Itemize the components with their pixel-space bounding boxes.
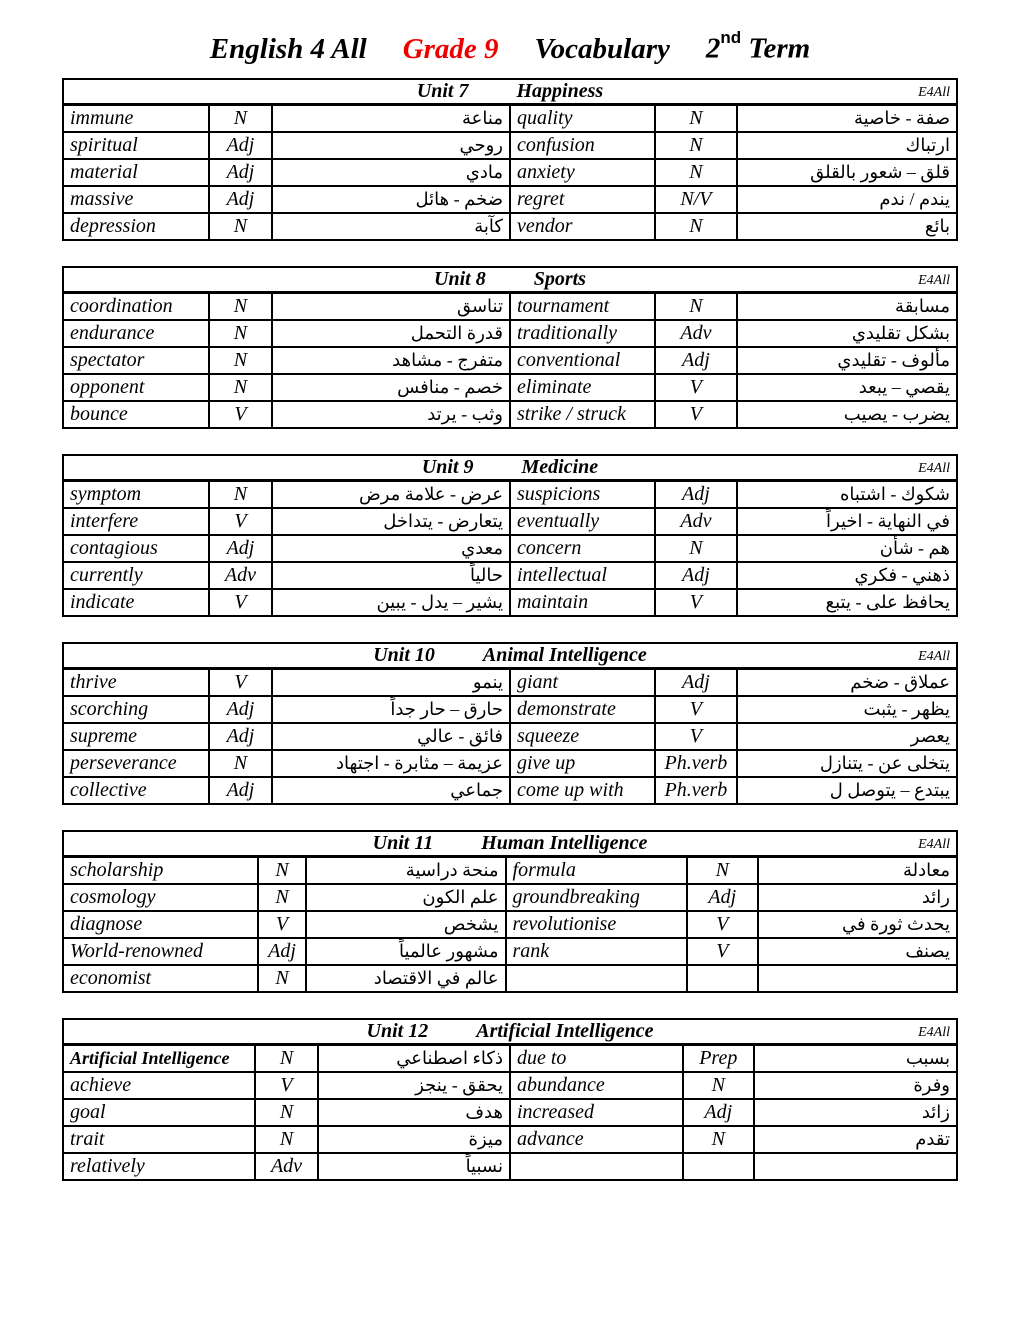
arabic-meaning-cell: يصنف bbox=[758, 938, 957, 965]
vocab-row bbox=[63, 965, 957, 992]
unit-8-table bbox=[62, 266, 958, 429]
term-label bbox=[705, 28, 811, 66]
english-word-cell: revolutionise bbox=[506, 911, 687, 938]
brand-title: English 4 All bbox=[209, 32, 367, 65]
arabic-meaning-cell: بسبب bbox=[754, 1044, 957, 1072]
arabic-meaning-cell: تقدم bbox=[754, 1126, 957, 1153]
part-of-speech-cell: N bbox=[687, 856, 758, 884]
english-word-cell: relatively bbox=[63, 1153, 255, 1180]
unit-topic: Medicine bbox=[521, 455, 599, 478]
arabic-meaning-cell bbox=[754, 1153, 957, 1180]
english-word-cell: symptom bbox=[63, 480, 209, 508]
unit-number: Unit 7 bbox=[416, 79, 469, 102]
english-word-cell: suspicions bbox=[510, 480, 655, 508]
part-of-speech-cell: Adv bbox=[209, 562, 272, 589]
english-word-cell: vendor bbox=[510, 213, 655, 240]
unit-7-header-row bbox=[63, 79, 957, 105]
part-of-speech-cell: V bbox=[258, 911, 306, 938]
term-number: 2 bbox=[705, 32, 721, 65]
vocab-row bbox=[63, 1072, 957, 1099]
english-word-cell: coordination bbox=[63, 292, 209, 320]
arabic-meaning-cell: في النهاية - اخيراً bbox=[737, 508, 957, 535]
part-of-speech-cell: N bbox=[655, 159, 737, 186]
subject-label: Vocabulary bbox=[534, 32, 670, 65]
arabic-meaning-cell: ارتباك bbox=[737, 132, 957, 159]
english-word-cell: demonstrate bbox=[510, 696, 655, 723]
part-of-speech-cell: N bbox=[209, 750, 272, 777]
english-word-cell: indicate bbox=[63, 589, 209, 616]
arabic-meaning-cell: وفرة bbox=[754, 1072, 957, 1099]
part-of-speech-cell: V bbox=[687, 938, 758, 965]
part-of-speech-cell bbox=[687, 965, 758, 992]
english-word-cell: goal bbox=[63, 1099, 255, 1126]
arabic-meaning-cell: فائق - عالي bbox=[272, 723, 510, 750]
english-word-cell: concern bbox=[510, 535, 655, 562]
english-word-cell: interfere bbox=[63, 508, 209, 535]
vocab-row bbox=[63, 292, 957, 320]
part-of-speech-cell: N bbox=[209, 320, 272, 347]
part-of-speech-cell: N bbox=[683, 1126, 755, 1153]
part-of-speech-cell: V bbox=[209, 668, 272, 696]
english-word-cell: advance bbox=[510, 1126, 683, 1153]
arabic-meaning-cell: حارق – حار جداً bbox=[272, 696, 510, 723]
english-word-cell: supreme bbox=[63, 723, 209, 750]
english-word-cell: regret bbox=[510, 186, 655, 213]
english-word-cell: economist bbox=[63, 965, 258, 992]
part-of-speech-cell: N bbox=[258, 856, 306, 884]
arabic-meaning-cell: معدي bbox=[272, 535, 510, 562]
e4all-watermark: E4All bbox=[918, 648, 950, 664]
unit-number: Unit 11 bbox=[372, 831, 434, 854]
arabic-meaning-cell: عزيمة – مثابرة - اجتهاد bbox=[272, 750, 510, 777]
arabic-meaning-cell: مألوف - تقليدي bbox=[737, 347, 957, 374]
part-of-speech-cell: Adj bbox=[687, 884, 758, 911]
english-word-cell: eliminate bbox=[510, 374, 655, 401]
arabic-meaning-cell: بائع bbox=[737, 213, 957, 240]
vocab-row bbox=[63, 1126, 957, 1153]
arabic-meaning-cell: بشكل تقليدي bbox=[737, 320, 957, 347]
vocab-row bbox=[63, 589, 957, 616]
part-of-speech-cell: Adj bbox=[209, 535, 272, 562]
part-of-speech-cell: Adj bbox=[209, 696, 272, 723]
arabic-meaning-cell: يبتدع – يتوصل ل bbox=[737, 777, 957, 804]
english-word-cell: squeeze bbox=[510, 723, 655, 750]
vocab-row bbox=[63, 562, 957, 589]
unit-number: Unit 10 bbox=[373, 643, 435, 666]
term-word: Term bbox=[748, 32, 811, 65]
part-of-speech-cell: N bbox=[209, 104, 272, 132]
english-word-cell: maintain bbox=[510, 589, 655, 616]
english-word-cell: achieve bbox=[63, 1072, 255, 1099]
part-of-speech-cell: V bbox=[209, 401, 272, 428]
english-word-cell: come up with bbox=[510, 777, 655, 804]
vocab-row bbox=[63, 1044, 957, 1072]
part-of-speech-cell: Ph.verb bbox=[655, 777, 737, 804]
english-word-cell: scholarship bbox=[63, 856, 258, 884]
vocab-row bbox=[63, 750, 957, 777]
vocab-row bbox=[63, 132, 957, 159]
arabic-meaning-cell: يحافظ على - يتبع bbox=[737, 589, 957, 616]
arabic-meaning-cell: عرض - علامة مرض bbox=[272, 480, 510, 508]
english-word-cell: cosmology bbox=[63, 884, 258, 911]
part-of-speech-cell: N bbox=[255, 1044, 318, 1072]
arabic-meaning-cell: ميزة bbox=[318, 1126, 510, 1153]
part-of-speech-cell: Adj bbox=[258, 938, 306, 965]
arabic-meaning-cell: جماعي bbox=[272, 777, 510, 804]
vocab-row bbox=[63, 911, 957, 938]
part-of-speech-cell: Adj bbox=[655, 347, 737, 374]
part-of-speech-cell: Adj bbox=[683, 1099, 755, 1126]
part-of-speech-cell: N bbox=[209, 213, 272, 240]
arabic-meaning-cell: يندم / ندم bbox=[737, 186, 957, 213]
english-word-cell: scorching bbox=[63, 696, 209, 723]
arabic-meaning-cell: ذهني - فكري bbox=[737, 562, 957, 589]
arabic-meaning-cell: منحة دراسية bbox=[306, 856, 505, 884]
part-of-speech-cell: N bbox=[655, 213, 737, 240]
vocab-row bbox=[63, 1099, 957, 1126]
vocab-row bbox=[63, 480, 957, 508]
part-of-speech-cell: Adv bbox=[655, 320, 737, 347]
english-word-cell: intellectual bbox=[510, 562, 655, 589]
english-word-cell: give up bbox=[510, 750, 655, 777]
english-word-cell: endurance bbox=[63, 320, 209, 347]
part-of-speech-cell: N bbox=[683, 1072, 755, 1099]
unit-8-header-row bbox=[63, 267, 957, 293]
part-of-speech-cell: V bbox=[209, 589, 272, 616]
part-of-speech-cell: V bbox=[655, 374, 737, 401]
vocab-row bbox=[63, 696, 957, 723]
e4all-watermark: E4All bbox=[918, 460, 950, 476]
part-of-speech-cell: Adj bbox=[209, 159, 272, 186]
arabic-meaning-cell: يحدث ثورة في bbox=[758, 911, 957, 938]
unit-12-header-row bbox=[63, 1019, 957, 1045]
part-of-speech-cell: Adv bbox=[255, 1153, 318, 1180]
arabic-meaning-cell: عملاق - ضخم bbox=[737, 668, 957, 696]
part-of-speech-cell: V bbox=[655, 723, 737, 750]
part-of-speech-cell: Adj bbox=[655, 668, 737, 696]
arabic-meaning-cell: يتخلى عن - يتنازل bbox=[737, 750, 957, 777]
arabic-meaning-cell: كآبة bbox=[272, 213, 510, 240]
part-of-speech-cell: N bbox=[209, 374, 272, 401]
part-of-speech-cell: N bbox=[209, 292, 272, 320]
vocab-row bbox=[63, 856, 957, 884]
vocab-row bbox=[63, 186, 957, 213]
arabic-meaning-cell: يظهر - يثبت bbox=[737, 696, 957, 723]
unit-topic: Human Intelligence bbox=[481, 831, 648, 854]
english-word-cell: traditionally bbox=[510, 320, 655, 347]
unit-number: Unit 8 bbox=[434, 267, 486, 290]
vocab-row bbox=[63, 777, 957, 804]
arabic-meaning-cell: مادي bbox=[272, 159, 510, 186]
english-word-cell: strike / struck bbox=[510, 401, 655, 428]
arabic-meaning-cell: وثب - يرتد bbox=[272, 401, 510, 428]
arabic-meaning-cell: يعصر bbox=[737, 723, 957, 750]
part-of-speech-cell: Prep bbox=[683, 1044, 755, 1072]
part-of-speech-cell: N bbox=[258, 965, 306, 992]
unit-11-table bbox=[62, 830, 958, 993]
part-of-speech-cell: N bbox=[209, 347, 272, 374]
part-of-speech-cell: Adj bbox=[209, 132, 272, 159]
vocab-row bbox=[63, 508, 957, 535]
english-word-cell: opponent bbox=[63, 374, 209, 401]
part-of-speech-cell: Adj bbox=[209, 186, 272, 213]
arabic-meaning-cell: رائد bbox=[758, 884, 957, 911]
arabic-meaning-cell: نسبياً bbox=[318, 1153, 510, 1180]
e4all-watermark: E4All bbox=[918, 272, 950, 288]
vocab-row bbox=[63, 374, 957, 401]
arabic-meaning-cell: معادلة bbox=[758, 856, 957, 884]
part-of-speech-cell: Adj bbox=[655, 480, 737, 508]
arabic-meaning-cell: ينمو bbox=[272, 668, 510, 696]
vocab-row bbox=[63, 401, 957, 428]
arabic-meaning-cell: شكوك - اشتباه bbox=[737, 480, 957, 508]
unit-7-table bbox=[62, 78, 958, 241]
part-of-speech-cell: V bbox=[655, 696, 737, 723]
unit-12-table bbox=[62, 1018, 958, 1181]
english-word-cell: collective bbox=[63, 777, 209, 804]
part-of-speech-cell: Ph.verb bbox=[655, 750, 737, 777]
english-word-cell: groundbreaking bbox=[506, 884, 687, 911]
unit-11-header-row bbox=[63, 831, 957, 857]
part-of-speech-cell: Adv bbox=[655, 508, 737, 535]
part-of-speech-cell: N bbox=[655, 104, 737, 132]
vocab-row bbox=[63, 320, 957, 347]
arabic-meaning-cell: مسابقة bbox=[737, 292, 957, 320]
part-of-speech-cell: V bbox=[655, 401, 737, 428]
grade-label: Grade 9 bbox=[402, 32, 499, 65]
vocab-row bbox=[63, 723, 957, 750]
part-of-speech-cell: N bbox=[255, 1099, 318, 1126]
english-word-cell bbox=[510, 1153, 683, 1180]
part-of-speech-cell: N bbox=[655, 132, 737, 159]
vocab-row bbox=[63, 213, 957, 240]
english-word-cell: massive bbox=[63, 186, 209, 213]
part-of-speech-cell: V bbox=[255, 1072, 318, 1099]
arabic-meaning-cell: علم الكون bbox=[306, 884, 505, 911]
english-word-cell: increased bbox=[510, 1099, 683, 1126]
arabic-meaning-cell: يتعارض - يتداخل bbox=[272, 508, 510, 535]
part-of-speech-cell: N/V bbox=[655, 186, 737, 213]
arabic-meaning-cell: روحي bbox=[272, 132, 510, 159]
english-word-cell: confusion bbox=[510, 132, 655, 159]
english-word-cell: due to bbox=[510, 1044, 683, 1072]
part-of-speech-cell: N bbox=[655, 535, 737, 562]
english-word-cell: World-renowned bbox=[63, 938, 258, 965]
e4all-watermark: E4All bbox=[918, 836, 950, 852]
vocab-row bbox=[63, 884, 957, 911]
english-word-cell: Artificial Intelligence bbox=[63, 1044, 255, 1072]
arabic-meaning-cell: حالياً bbox=[272, 562, 510, 589]
arabic-meaning-cell: يحقق - ينجز bbox=[318, 1072, 510, 1099]
english-word-cell: contagious bbox=[63, 535, 209, 562]
english-word-cell: material bbox=[63, 159, 209, 186]
vocab-row bbox=[63, 347, 957, 374]
unit-topic: Animal Intelligence bbox=[482, 643, 647, 666]
english-word-cell: giant bbox=[510, 668, 655, 696]
e4all-watermark: E4All bbox=[918, 1024, 950, 1040]
part-of-speech-cell: V bbox=[209, 508, 272, 535]
arabic-meaning-cell: تناسق bbox=[272, 292, 510, 320]
arabic-meaning-cell: مناعة bbox=[272, 104, 510, 132]
arabic-meaning-cell: يشير – يدل - يبين bbox=[272, 589, 510, 616]
part-of-speech-cell: N bbox=[209, 480, 272, 508]
english-word-cell: perseverance bbox=[63, 750, 209, 777]
vocab-row bbox=[63, 1153, 957, 1180]
english-word-cell: formula bbox=[506, 856, 687, 884]
arabic-meaning-cell: عالم في الاقتصاد bbox=[306, 965, 505, 992]
unit-number: Unit 9 bbox=[421, 455, 474, 478]
vocab-row bbox=[63, 535, 957, 562]
e4all-watermark: E4All bbox=[918, 84, 950, 100]
part-of-speech-cell: Adj bbox=[209, 777, 272, 804]
part-of-speech-cell: V bbox=[655, 589, 737, 616]
unit-tables-container bbox=[62, 78, 958, 1181]
arabic-meaning-cell: هدف bbox=[318, 1099, 510, 1126]
english-word-cell: anxiety bbox=[510, 159, 655, 186]
arabic-meaning-cell: قدرة التحمل bbox=[272, 320, 510, 347]
unit-topic: Happiness bbox=[516, 79, 604, 102]
english-word-cell: conventional bbox=[510, 347, 655, 374]
arabic-meaning-cell: ذكاء اصطناعي bbox=[318, 1044, 510, 1072]
arabic-meaning-cell: مشهور عالمياً bbox=[306, 938, 505, 965]
arabic-meaning-cell: صفة - خاصية bbox=[737, 104, 957, 132]
vocab-row bbox=[63, 159, 957, 186]
arabic-meaning-cell: خصم - منافس bbox=[272, 374, 510, 401]
english-word-cell: depression bbox=[63, 213, 209, 240]
english-word-cell: immune bbox=[63, 104, 209, 132]
english-word-cell: tournament bbox=[510, 292, 655, 320]
arabic-meaning-cell: ضخم - هائل bbox=[272, 186, 510, 213]
part-of-speech-cell: N bbox=[255, 1126, 318, 1153]
part-of-speech-cell bbox=[683, 1153, 755, 1180]
vocab-row bbox=[63, 668, 957, 696]
english-word-cell: bounce bbox=[63, 401, 209, 428]
arabic-meaning-cell: هم - شأن bbox=[737, 535, 957, 562]
unit-9-table bbox=[62, 454, 958, 617]
unit-number: Unit 12 bbox=[366, 1019, 429, 1042]
unit-topic: Sports bbox=[533, 267, 586, 290]
unit-10-header-row bbox=[63, 643, 957, 669]
part-of-speech-cell: V bbox=[687, 911, 758, 938]
arabic-meaning-cell bbox=[758, 965, 957, 992]
english-word-cell: currently bbox=[63, 562, 209, 589]
unit-topic: Artificial Intelligence bbox=[476, 1019, 654, 1042]
arabic-meaning-cell: يشخص bbox=[306, 911, 505, 938]
arabic-meaning-cell: يقصي – يبعد bbox=[737, 374, 957, 401]
arabic-meaning-cell: يضرب - يصيب bbox=[737, 401, 957, 428]
part-of-speech-cell: N bbox=[258, 884, 306, 911]
english-word-cell: thrive bbox=[63, 668, 209, 696]
vocab-row bbox=[63, 938, 957, 965]
part-of-speech-cell: Adj bbox=[655, 562, 737, 589]
arabic-meaning-cell: متفرج - مشاهد bbox=[272, 347, 510, 374]
vocab-row bbox=[63, 104, 957, 132]
english-word-cell: trait bbox=[63, 1126, 255, 1153]
english-word-cell: abundance bbox=[510, 1072, 683, 1099]
arabic-meaning-cell: زائد bbox=[754, 1099, 957, 1126]
unit-9-header-row bbox=[63, 455, 957, 481]
english-word-cell bbox=[506, 965, 687, 992]
page-title bbox=[62, 0, 958, 78]
english-word-cell: spectator bbox=[63, 347, 209, 374]
arabic-meaning-cell: قلق – شعور بالقلق bbox=[737, 159, 957, 186]
english-word-cell: eventually bbox=[510, 508, 655, 535]
part-of-speech-cell: Adj bbox=[209, 723, 272, 750]
english-word-cell: spiritual bbox=[63, 132, 209, 159]
part-of-speech-cell: N bbox=[655, 292, 737, 320]
term-ordinal: nd bbox=[720, 28, 742, 47]
english-word-cell: rank bbox=[506, 938, 687, 965]
english-word-cell: quality bbox=[510, 104, 655, 132]
unit-10-table bbox=[62, 642, 958, 805]
english-word-cell: diagnose bbox=[63, 911, 258, 938]
